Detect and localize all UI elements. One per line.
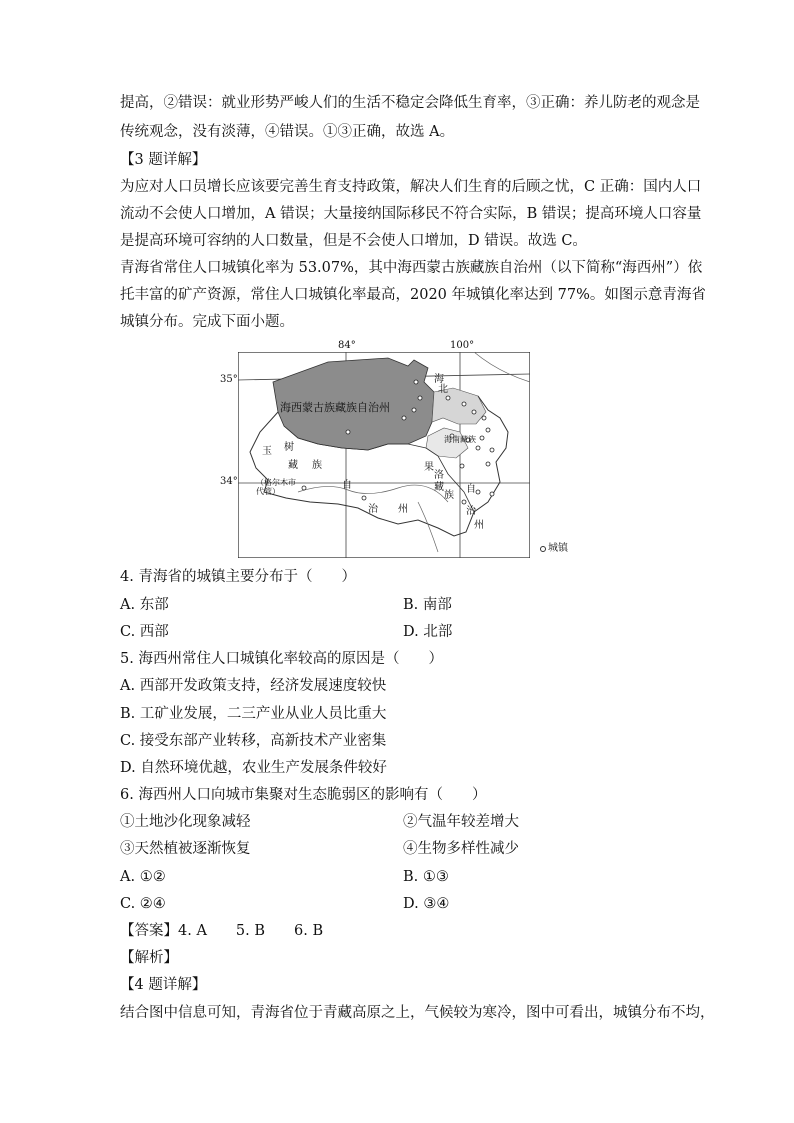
lon-100-label: 100° — [450, 340, 475, 351]
q6-statement-2: ②气温年较差增大 — [403, 814, 519, 830]
q5-option-a: A. 西部开发政策支持，经济发展速度较快 — [120, 678, 387, 694]
q4-option-c: C. 西部 — [120, 624, 169, 640]
map-svg — [238, 352, 530, 558]
analysis-heading: 【解析】 — [120, 950, 178, 966]
question-4: 4. 青海省的城镇主要分布于（ ） — [120, 569, 356, 585]
lon-84-label: 84° — [338, 340, 356, 351]
question-6: 6. 海西州人口向城市集聚对生态脆弱区的影响有（ ） — [120, 787, 487, 803]
qinghai-town-map — [220, 340, 530, 558]
paragraph-line-9: 城镇分布。完成下面小题。 — [120, 314, 294, 330]
q5-option-c: C. 接受东部产业转移，高新技术产业密集 — [120, 733, 387, 749]
q6-option-b: B. ①③ — [403, 869, 449, 885]
q6-option-d: D. ③④ — [403, 896, 450, 912]
q6-statement-1: ①土地沙化现象减轻 — [120, 814, 251, 830]
section-heading-3: 【3 题详解】 — [120, 152, 207, 168]
yushu-label-7: 州 — [398, 504, 408, 515]
lat-35-label: 35° — [220, 374, 238, 385]
answer-line: 【答案】4. A 5. B 6. B — [120, 923, 324, 939]
paragraph-line-5: 流动不会使人口增加，A 错误；大量接纳国际移民不符合实际，B 错误；提高环境人口容量 — [120, 206, 702, 222]
q6-option-c: C. ②④ — [120, 896, 166, 912]
q6-statement-3: ③天然植被逐渐恢复 — [120, 841, 251, 857]
yushu-label-6: 治 — [368, 504, 378, 515]
guoluo-label-7: 州 — [474, 520, 484, 531]
paragraph-last: 结合图中信息可知，青海省位于青藏高原之上，气候较为寒冷，图中可看出，城镇分布不均， — [120, 1005, 715, 1021]
guoluo-label-5: 自 — [466, 484, 476, 495]
q4-option-b: B. 南部 — [403, 597, 452, 613]
section-heading-4: 【4 题详解】 — [120, 977, 207, 993]
yushu-label-1: 玉 — [262, 446, 272, 457]
guoluo-label-1: 果 — [424, 462, 434, 473]
question-5: 5. 海西州常住人口城镇化率较高的原因是（ ） — [120, 651, 443, 667]
paragraph-line-8: 托丰富的矿产资源，常住人口城镇化率最高，2020 年城镇化率达到 77%。如图示意青海省 — [120, 287, 706, 303]
yushu-label-4: 族 — [312, 460, 322, 471]
town-marker-icon — [540, 546, 546, 552]
yushu-label-3: 藏 — [288, 460, 298, 471]
tanggula-label: （格尔木市代管） — [256, 478, 296, 496]
map-legend — [540, 539, 568, 554]
yushu-label-2: 树 — [284, 442, 294, 453]
paragraph-line-2: 传统观念，没有淡薄，④错误。①③正确，故选 A。 — [120, 124, 455, 140]
yushu-label-5: 自 — [342, 480, 352, 491]
haibei-label-2: 北 — [438, 384, 448, 395]
paragraph-line-6: 是提高环境可容纳的人口数量，但是不会使人口增加，D 错误。故选 C。 — [120, 233, 587, 249]
guoluo-label-6: 治 — [466, 506, 476, 517]
legend-label: 城镇 — [548, 543, 568, 554]
q5-option-d: D. 自然环境优越，农业生产发展条件较好 — [120, 760, 387, 776]
paragraph-line-7: 青海省常住人口城镇化率为 53.07%，其中海西蒙古族藏族自治州（以下简称“海西州”）依 — [120, 260, 703, 276]
q4-option-d: D. 北部 — [403, 624, 453, 640]
q4-option-a: A. 东部 — [120, 597, 169, 613]
hainan-label: 海南藏族 — [444, 435, 476, 444]
q6-option-a: A. ①② — [120, 869, 166, 885]
guoluo-label-3: 藏 — [434, 482, 444, 493]
lat-34-label: 34° — [220, 476, 238, 487]
paragraph-line-1: 提高，②错误：就业形势严峻人们的生活不稳定会降低生育率，③正确：养儿防老的观念是 — [120, 95, 700, 111]
guoluo-label-4: 族 — [444, 490, 454, 501]
q5-option-b: B. 工矿业发展，二三产业从业人员比重大 — [120, 706, 387, 722]
paragraph-line-4: 为应对人口员增长应该要完善生育支持政策，解决人们生育的后顾之忧，C 正确：国内人口 — [120, 179, 702, 195]
guoluo-label-2: 洛 — [434, 470, 444, 481]
haibei-label-1: 海 — [434, 374, 444, 385]
q6-statement-4: ④生物多样性减少 — [403, 841, 519, 857]
haixi-label: 海西蒙古族藏族自治州 — [280, 401, 390, 414]
